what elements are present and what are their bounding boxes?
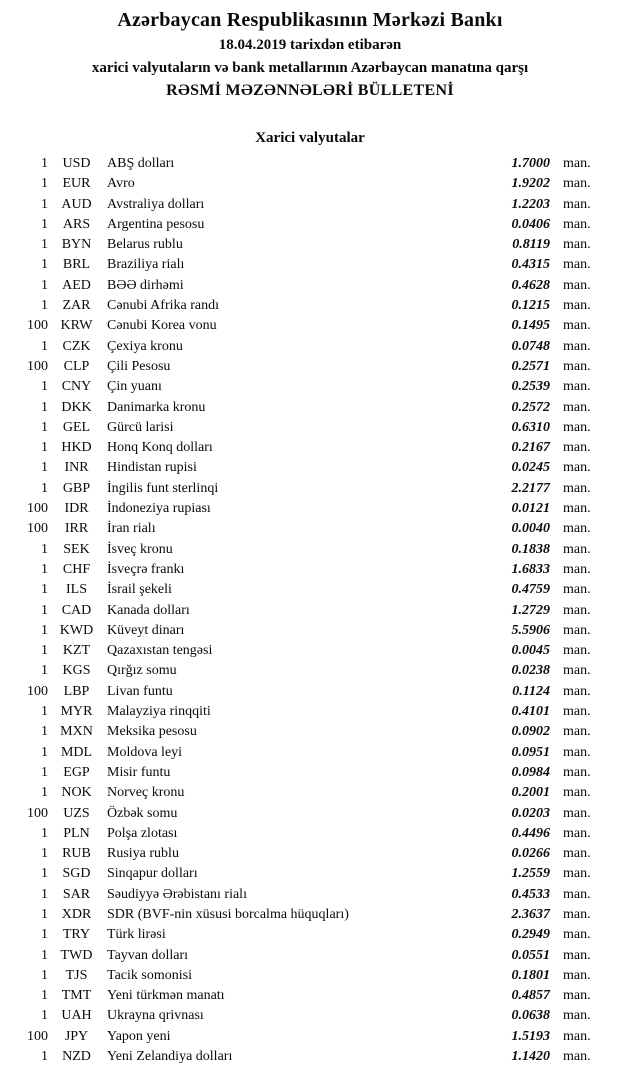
rate-row — [0, 398, 620, 418]
rate-value: 0.0951 — [511, 744, 550, 760]
rate-unit: man. — [563, 988, 591, 1004]
rate-code: TMT — [61, 988, 92, 1004]
rate-qty: 1 — [41, 947, 48, 963]
rate-name: Braziliya rialı — [107, 257, 185, 273]
rate-value: 0.2571 — [511, 358, 550, 374]
rate-qty: 1 — [41, 846, 48, 862]
rate-unit: man. — [563, 419, 591, 435]
rate-name: Livan funtu — [107, 683, 173, 699]
rate-qty: 100 — [27, 501, 48, 517]
rate-qty: 1 — [41, 643, 48, 659]
rate-value: 0.0902 — [511, 724, 550, 740]
rate-row — [0, 885, 620, 905]
rate-unit: man. — [563, 216, 591, 232]
rate-name: İran rialı — [107, 521, 156, 537]
rate-value: 1.2729 — [511, 602, 550, 618]
rate-value: 0.0984 — [511, 764, 550, 780]
rate-unit: man. — [563, 602, 591, 618]
rate-code: NOK — [61, 785, 92, 801]
rate-value: 1.7000 — [511, 156, 550, 171]
rate-unit: man. — [563, 805, 591, 821]
effective-date: 18.04.2019 tarixdən etibarən — [218, 37, 402, 53]
rate-qty: 1 — [41, 825, 48, 841]
rate-qty: 1 — [41, 196, 48, 212]
rate-value: 0.8119 — [512, 237, 550, 253]
rate-row — [0, 905, 620, 925]
rate-qty: 100 — [27, 318, 48, 334]
rate-name: Moldova leyi — [107, 744, 183, 760]
rate-name: İngilis funt sterlinqi — [107, 480, 219, 496]
rate-code: AED — [62, 277, 91, 293]
document-header — [0, 0, 620, 102]
rate-code: TWD — [60, 947, 93, 963]
rate-row — [0, 458, 620, 478]
rate-unit: man. — [563, 358, 591, 374]
rate-value: 1.9202 — [511, 176, 550, 192]
rate-qty: 100 — [27, 683, 48, 699]
rate-qty: 1 — [41, 724, 48, 740]
rate-code: HKD — [61, 440, 92, 456]
rate-row — [0, 743, 620, 763]
rate-code: ZAR — [62, 298, 91, 314]
rate-code: TJS — [65, 967, 88, 983]
rate-qty: 1 — [41, 379, 48, 395]
section-title-foreign-currencies: Xarici valyutalar — [255, 130, 365, 146]
rate-row — [0, 824, 620, 844]
rate-name: Çin yuanı — [107, 379, 162, 395]
rate-value: 0.1801 — [511, 967, 550, 983]
rate-qty: 1 — [41, 237, 48, 253]
rate-name: Danimarka kronu — [107, 399, 206, 415]
rate-value: 0.1838 — [511, 541, 550, 557]
rate-value: 0.0203 — [511, 805, 550, 821]
rate-name: Çili Pesosu — [107, 358, 171, 374]
rate-name: Qırğız somu — [107, 663, 177, 679]
rate-name: İsveç kronu — [107, 541, 173, 557]
rate-name: Qazaxıstan tengəsi — [107, 643, 213, 659]
rate-code: MDL — [60, 744, 93, 760]
rate-row — [0, 174, 620, 194]
rate-value: 0.0245 — [511, 460, 550, 476]
rate-name: Küveyt dinarı — [107, 622, 185, 638]
rate-name: Cənubi Afrika randı — [107, 298, 219, 314]
rate-name: Avstraliya dolları — [107, 196, 205, 212]
rate-value: 0.6310 — [511, 419, 550, 435]
rate-unit: man. — [563, 866, 591, 882]
rate-unit: man. — [563, 480, 591, 496]
rate-qty: 1 — [41, 277, 48, 293]
rate-code: LBP — [63, 683, 90, 699]
rate-qty: 1 — [41, 257, 48, 273]
rate-qty: 1 — [41, 866, 48, 882]
rate-code: JPY — [64, 1028, 89, 1044]
rate-code: SGD — [62, 866, 91, 882]
rate-code: DKK — [61, 399, 92, 415]
rate-row — [0, 682, 620, 702]
rate-unit: man. — [563, 318, 591, 334]
rate-name: Türk lirəsi — [107, 927, 166, 943]
rate-row — [0, 438, 620, 458]
rate-qty: 100 — [27, 805, 48, 821]
rate-value: 0.1215 — [511, 298, 550, 314]
rate-code: TRY — [62, 927, 91, 943]
rate-qty: 100 — [27, 521, 48, 537]
bulletin-title: RƏSMİ MƏZƏNNƏLƏRİ BÜLLETENİ — [166, 82, 454, 99]
rate-value: 0.0266 — [511, 846, 550, 862]
rate-row — [0, 540, 620, 560]
rate-value: 1.2559 — [511, 866, 550, 882]
rate-qty: 1 — [41, 988, 48, 1004]
rate-name: Çexiya kronu — [107, 338, 183, 354]
rate-value: 1.6833 — [511, 561, 550, 577]
rate-unit: man. — [563, 886, 591, 902]
rate-code: NZD — [62, 1049, 91, 1065]
rate-unit: man. — [563, 663, 591, 679]
rate-code: CZK — [62, 338, 91, 354]
rate-name: Səudiyyə Ərəbistanı rialı — [107, 886, 247, 902]
rate-name: Tayvan dolları — [107, 947, 189, 963]
rate-qty: 1 — [41, 419, 48, 435]
rate-code: SEK — [63, 541, 90, 557]
rate-unit: man. — [563, 257, 591, 273]
rate-row — [0, 763, 620, 783]
rate-value: 0.0551 — [511, 947, 550, 963]
rate-unit: man. — [563, 825, 591, 841]
rate-qty: 1 — [41, 927, 48, 943]
rate-row — [0, 195, 620, 215]
rate-row — [0, 377, 620, 397]
rate-name: Belarus rublu — [107, 237, 183, 253]
rate-name: ABŞ dolları — [107, 156, 175, 171]
rate-name: Hindistan rupisi — [107, 460, 197, 476]
rate-code: CHF — [62, 561, 91, 577]
rate-value: 0.2949 — [511, 927, 550, 943]
rate-value: 0.1124 — [512, 683, 550, 699]
rate-unit: man. — [563, 846, 591, 862]
rate-row — [0, 357, 620, 377]
rate-name: Polşa zlotası — [107, 825, 178, 841]
rate-code: GEL — [62, 419, 91, 435]
rate-unit: man. — [563, 947, 591, 963]
rate-qty: 1 — [41, 176, 48, 192]
rate-code: KWD — [59, 622, 94, 638]
rate-unit: man. — [563, 1028, 591, 1044]
rate-qty: 1 — [41, 460, 48, 476]
rate-row — [0, 925, 620, 945]
rate-value: 0.0238 — [511, 663, 550, 679]
rate-row — [0, 276, 620, 296]
rate-value: 0.2001 — [511, 785, 550, 801]
rate-unit: man. — [563, 440, 591, 456]
rate-unit: man. — [563, 277, 591, 293]
rate-qty: 100 — [27, 1028, 48, 1044]
rate-value: 0.0638 — [511, 1008, 550, 1024]
rate-value: 0.1495 — [511, 318, 550, 334]
rate-name: Honq Konq dolları — [107, 440, 213, 456]
rate-qty: 1 — [41, 744, 48, 760]
rate-qty: 1 — [41, 704, 48, 720]
rate-row — [0, 1047, 620, 1067]
rate-row — [0, 844, 620, 864]
rate-code: ARS — [62, 216, 91, 232]
rate-qty: 1 — [41, 785, 48, 801]
rate-unit: man. — [563, 927, 591, 943]
rate-value: 1.5193 — [511, 1028, 550, 1044]
rate-value: 0.4857 — [511, 988, 550, 1004]
rate-unit: man. — [563, 521, 591, 537]
rate-unit: man. — [563, 1049, 591, 1065]
rate-code: CAD — [61, 602, 92, 618]
rate-value: 0.4496 — [511, 825, 550, 841]
rate-qty: 1 — [41, 602, 48, 618]
rate-qty: 100 — [27, 358, 48, 374]
rate-name: Yeni türkmən manatı — [107, 988, 225, 1004]
rate-value: 0.2539 — [511, 379, 550, 395]
rate-unit: man. — [563, 156, 591, 171]
rate-row — [0, 296, 620, 316]
rate-unit: man. — [563, 561, 591, 577]
rate-qty: 1 — [41, 622, 48, 638]
rate-value: 0.4533 — [511, 886, 550, 902]
rate-code: XDR — [61, 906, 92, 922]
rate-qty: 1 — [41, 156, 48, 171]
rate-code: KRW — [60, 318, 93, 334]
rate-code: MXN — [60, 724, 93, 740]
rate-row — [0, 986, 620, 1006]
rate-name: Norveç kronu — [107, 785, 185, 801]
rate-unit: man. — [563, 501, 591, 517]
rate-name: SDR (BVF-nin xüsusi borcalma hüquqları) — [107, 906, 349, 922]
rate-qty: 1 — [41, 886, 48, 902]
rate-value: 1.1420 — [511, 1049, 550, 1065]
rate-qty: 1 — [41, 1049, 48, 1065]
rate-unit: man. — [563, 764, 591, 780]
rate-row — [0, 1006, 620, 1026]
rate-row — [0, 702, 620, 722]
rate-code: INR — [64, 460, 89, 476]
rate-row — [0, 722, 620, 742]
rate-unit: man. — [563, 196, 591, 212]
rate-unit: man. — [563, 785, 591, 801]
rate-row — [0, 519, 620, 539]
rate-unit: man. — [563, 744, 591, 760]
rate-name: Yeni Zelandiya dolları — [107, 1049, 233, 1065]
rate-value: 0.4759 — [511, 582, 550, 598]
rate-name: Misir funtu — [107, 764, 171, 780]
rate-unit: man. — [563, 1008, 591, 1024]
rate-code: IDR — [64, 501, 89, 517]
rate-code: PLN — [63, 825, 90, 841]
rate-value: 0.0406 — [511, 216, 550, 232]
rate-unit: man. — [563, 541, 591, 557]
rate-row — [0, 499, 620, 519]
rate-qty: 1 — [41, 582, 48, 598]
rate-code: ILS — [66, 582, 87, 598]
rate-value: 0.4101 — [511, 704, 550, 720]
rate-code: RUB — [62, 846, 91, 862]
rate-name: İndoneziya rupiası — [107, 501, 211, 517]
rate-row — [0, 580, 620, 600]
rate-row — [0, 215, 620, 235]
rate-row — [0, 479, 620, 499]
rate-value: 2.2177 — [511, 480, 550, 496]
rate-row — [0, 316, 620, 336]
rate-code: MYR — [60, 704, 93, 720]
rate-code: UZS — [63, 805, 90, 821]
rate-name: Malayziya rinqqiti — [107, 704, 211, 720]
rate-name: İsrail şekeli — [107, 582, 172, 598]
rate-name: Avro — [107, 176, 135, 192]
rate-name: İsveçrə frankı — [107, 561, 185, 577]
rate-code: AUD — [61, 196, 92, 212]
rate-name: Tacik somonisi — [107, 967, 192, 983]
rate-unit: man. — [563, 237, 591, 253]
rate-row — [0, 1027, 620, 1047]
rate-unit: man. — [563, 176, 591, 192]
rate-name: Cənubi Korea vonu — [107, 318, 217, 334]
rate-row — [0, 864, 620, 884]
rate-name: Gürcü larisi — [107, 419, 174, 435]
rate-unit: man. — [563, 298, 591, 314]
rate-code: IRR — [64, 521, 89, 537]
rate-code: BYN — [61, 237, 92, 253]
rate-name: Meksika pesosu — [107, 724, 197, 740]
rate-code: USD — [62, 156, 91, 171]
rates-table — [0, 154, 620, 1067]
rate-name: Rusiya rublu — [107, 846, 179, 862]
rate-row — [0, 804, 620, 824]
rate-unit: man. — [563, 379, 591, 395]
rate-row — [0, 621, 620, 641]
rate-value: 0.0121 — [511, 501, 550, 517]
rate-name: Özbək somu — [107, 805, 178, 821]
rate-value: 0.0748 — [511, 338, 550, 354]
rate-unit: man. — [563, 724, 591, 740]
rate-qty: 1 — [41, 1008, 48, 1024]
rate-unit: man. — [563, 582, 591, 598]
rate-unit: man. — [563, 906, 591, 922]
rate-unit: man. — [563, 704, 591, 720]
rate-qty: 1 — [41, 440, 48, 456]
rate-qty: 1 — [41, 216, 48, 232]
rate-name: Argentina pesosu — [107, 216, 205, 232]
rate-name: BƏƏ dirhəmi — [107, 277, 184, 293]
rate-code: CNY — [61, 379, 92, 395]
rate-row — [0, 601, 620, 621]
rate-qty: 1 — [41, 480, 48, 496]
rate-row — [0, 783, 620, 803]
rate-value: 0.2572 — [511, 399, 550, 415]
rate-value: 0.2167 — [511, 440, 550, 456]
rate-row — [0, 966, 620, 986]
rate-name: Yapon yeni — [107, 1028, 171, 1044]
rate-qty: 1 — [41, 967, 48, 983]
rate-value: 0.0045 — [511, 643, 550, 659]
rate-value: 5.5906 — [511, 622, 550, 638]
rate-unit: man. — [563, 643, 591, 659]
rate-row — [0, 255, 620, 275]
rate-value: 0.4315 — [511, 257, 550, 273]
rate-unit: man. — [563, 683, 591, 699]
rate-code: KZT — [62, 643, 91, 659]
rate-qty: 1 — [41, 338, 48, 354]
rate-row — [0, 560, 620, 580]
rate-qty: 1 — [41, 663, 48, 679]
rate-qty: 1 — [41, 541, 48, 557]
rate-qty: 1 — [41, 906, 48, 922]
rate-value: 0.0040 — [511, 521, 550, 537]
rate-row — [0, 418, 620, 438]
rate-name: Sinqapur dolları — [107, 866, 198, 882]
rate-unit: man. — [563, 399, 591, 415]
rate-unit: man. — [563, 967, 591, 983]
rate-code: SAR — [62, 886, 91, 902]
rate-name: Kanada dolları — [107, 602, 190, 618]
rate-row — [0, 661, 620, 681]
rate-code: UAH — [61, 1008, 92, 1024]
rate-row — [0, 337, 620, 357]
rate-value: 1.2203 — [511, 196, 550, 212]
rate-name: Ukrayna qrivnası — [107, 1008, 204, 1024]
rate-unit: man. — [563, 460, 591, 476]
rate-value: 0.4628 — [511, 277, 550, 293]
rate-code: BRL — [62, 257, 91, 273]
rate-row — [0, 154, 620, 174]
rate-qty: 1 — [41, 298, 48, 314]
rate-row — [0, 946, 620, 966]
rate-code: EGP — [63, 764, 90, 780]
rate-code: EUR — [62, 176, 91, 192]
rate-qty: 1 — [41, 561, 48, 577]
rate-qty: 1 — [41, 764, 48, 780]
rate-code: GBP — [62, 480, 91, 496]
rate-row — [0, 235, 620, 255]
rate-unit: man. — [563, 622, 591, 638]
rate-qty: 1 — [41, 399, 48, 415]
bank-name-title: Azərbaycan Respublikasının Mərkəzi Bankı — [117, 9, 503, 31]
rate-code: KGS — [62, 663, 91, 679]
rate-value: 2.3637 — [511, 906, 550, 922]
rate-row — [0, 641, 620, 661]
rate-code: CLP — [63, 358, 90, 374]
rate-unit: man. — [563, 338, 591, 354]
description-line: xarici valyutaların və bank metallarının Azərbaycan manatına qarşı — [91, 60, 529, 76]
